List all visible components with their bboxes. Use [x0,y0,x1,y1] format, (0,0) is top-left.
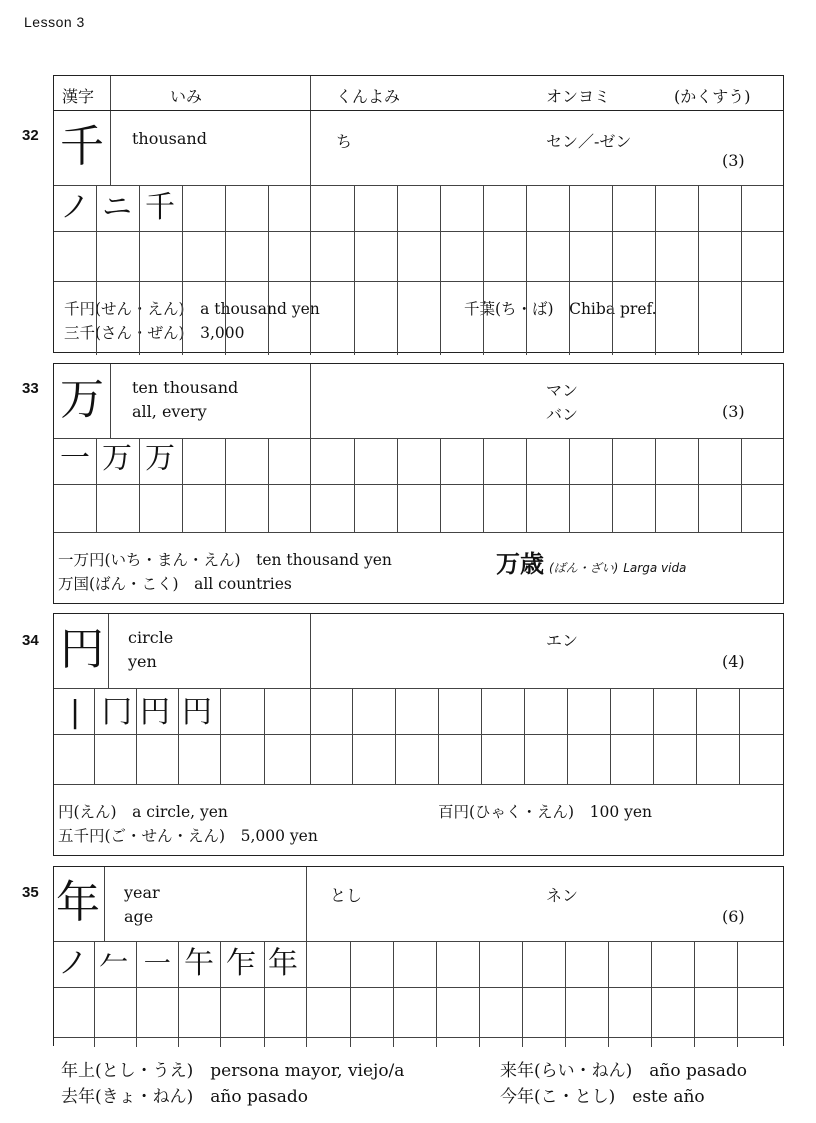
example-1b-reading: (ばん・ざい) [548,561,619,575]
example-1a: 円(えん) a circle, yen [58,803,228,821]
grid-line [96,185,97,355]
grid-line [741,185,742,355]
grid-line [479,941,480,1047]
kunyomi: とし [330,886,363,905]
example-1a: 一万円(いち・まん・えん) ten thousand yen [58,551,392,569]
kanji-character: 円 [60,624,104,675]
grid-line [397,185,398,355]
grid-line [54,185,783,186]
kanji-entry-32 [53,110,784,353]
entry-number: 35 [22,884,39,901]
grid-line [54,438,783,439]
grid-line [264,688,265,784]
grid-line [524,688,525,784]
grid-line [569,438,570,532]
grid-line [136,941,137,1047]
grid-line [310,688,311,784]
meaning-1: ten thousand [132,378,239,397]
example-2b: 今年(こ・とし) este año [500,1087,705,1107]
onyomi-1: マン [546,381,579,400]
grid-line [698,438,699,532]
grid-line [481,688,482,784]
grid-line [522,941,523,1047]
kanji-character: 千 [60,121,104,172]
stroke-2: ニ [102,190,132,225]
example-1b [496,544,686,579]
grid-line [268,438,269,532]
grid-line [94,941,95,1047]
strokes-label: (かくすう) [674,87,751,106]
grid-line [306,941,307,1047]
grid-line [310,185,311,355]
grid-line [220,941,221,1047]
grid-line [352,688,353,784]
grid-line [393,941,394,1047]
kanji-character: 万 [60,374,104,425]
grid-line [612,438,613,532]
grid-line [220,688,221,784]
meaning-1: circle [128,628,174,647]
kunyomi: ち [336,132,353,151]
example-1b-kanji: 万歳 [496,550,544,578]
column-header [53,75,784,111]
onyomi-2: バン [546,405,579,424]
grid-line [739,688,740,784]
lesson-title: Lesson 3 [24,14,85,30]
example-1b: 来年(らい・ねん) año pasado [500,1061,747,1081]
kanji-entry-33 [53,363,784,604]
onyomi-1: セン／-ゼン [546,132,632,151]
grid-line [178,688,179,784]
stroke-5: 乍 [226,946,256,981]
grid-line [225,438,226,532]
meaning-2: age [124,907,154,926]
example-2a: 去年(きょ・ねん) año pasado [61,1087,308,1107]
grid-line [608,941,609,1047]
onyomi-1: エン [546,631,579,650]
meaning-1: thousand [132,129,207,148]
stroke-3: 万 [145,441,175,476]
grid-line [182,185,183,355]
grid-line [526,185,527,355]
stroke-1: ノ [58,946,88,981]
stroke-2: 𠂉 [99,946,129,981]
grid-line [397,438,398,532]
kanji-entry-35 [53,866,784,1046]
grid-line [96,438,97,532]
grid-line [655,438,656,532]
stroke-2: 万 [102,441,132,476]
grid-line [440,185,441,355]
grid-line [54,941,783,942]
kanji-character: 年 [56,877,100,928]
stroke-1: 一 [60,441,90,476]
grid-line [440,438,441,532]
grid-line [264,941,265,1047]
example-1a: 千円(せん・えん) a thousand yen [64,300,320,318]
entry-number: 33 [22,380,39,397]
stroke-3: 千 [145,190,175,225]
meaning-2: yen [128,652,157,671]
stroke-count: (3) [722,402,745,421]
grid-line [741,438,742,532]
stroke-2: 冂 [102,695,132,730]
grid-line [350,941,351,1047]
grid-line [565,941,566,1047]
grid-line [225,185,226,355]
meaning-2: all, every [132,402,207,421]
grid-line [178,941,179,1047]
example-1b: 百円(ひゃく・えん) 100 yen [438,803,653,821]
example-2a: 五千円(ご・せん・えん) 5,000 yen [58,827,318,845]
stroke-4: 午 [184,946,214,981]
stroke-4: 円 [182,695,212,730]
grid-line [139,185,140,355]
example-1b: 千葉(ち・ば) Chiba pref. [464,300,657,318]
stroke-count: (3) [722,151,745,170]
grid-line [182,438,183,532]
onyomi-label: オンヨミ [546,87,611,106]
grid-line [436,941,437,1047]
grid-line [483,438,484,532]
grid-line [483,185,484,355]
meaning-label: いみ [170,87,203,106]
grid-line [653,688,654,784]
stroke-1: | [69,695,81,730]
example-2a: 三千(さん・ぜん) 3,000 [64,324,245,342]
grid-line [569,185,570,355]
grid-line [139,438,140,532]
grid-line [354,185,355,355]
meaning-1: year [124,883,160,902]
grid-line [694,941,695,1047]
stroke-1: ノ [60,190,90,225]
example-1b-note: Larga vida [623,561,687,575]
grid-line [94,688,95,784]
onyomi-1: ネン [546,886,579,905]
grid-line [136,688,137,784]
example-1a: 年上(とし・うえ) persona mayor, viejo/a [61,1061,405,1081]
grid-line [612,185,613,355]
entry-number: 34 [22,632,39,649]
stroke-count: (6) [722,907,745,926]
stroke-count: (4) [722,652,745,671]
grid-line [310,438,311,532]
stroke-3: ㇐ [142,946,172,981]
stroke-3: 円 [140,695,170,730]
grid-line [698,185,699,355]
grid-line [567,688,568,784]
kunyomi-label: くんよみ [336,87,401,106]
entry-number: 32 [22,127,39,144]
grid-line [268,185,269,355]
kanji-label: 漢字 [62,87,95,106]
grid-line [655,185,656,355]
grid-line [354,438,355,532]
grid-line [651,941,652,1047]
kanji-entry-34 [53,613,784,856]
grid-line [395,688,396,784]
example-2a: 万国(ばん・こく) all countries [58,575,292,593]
grid-line [526,438,527,532]
grid-line [438,688,439,784]
grid-line [54,688,783,689]
grid-line [737,941,738,1047]
stroke-6: 年 [268,946,298,981]
grid-line [696,688,697,784]
grid-line [610,688,611,784]
